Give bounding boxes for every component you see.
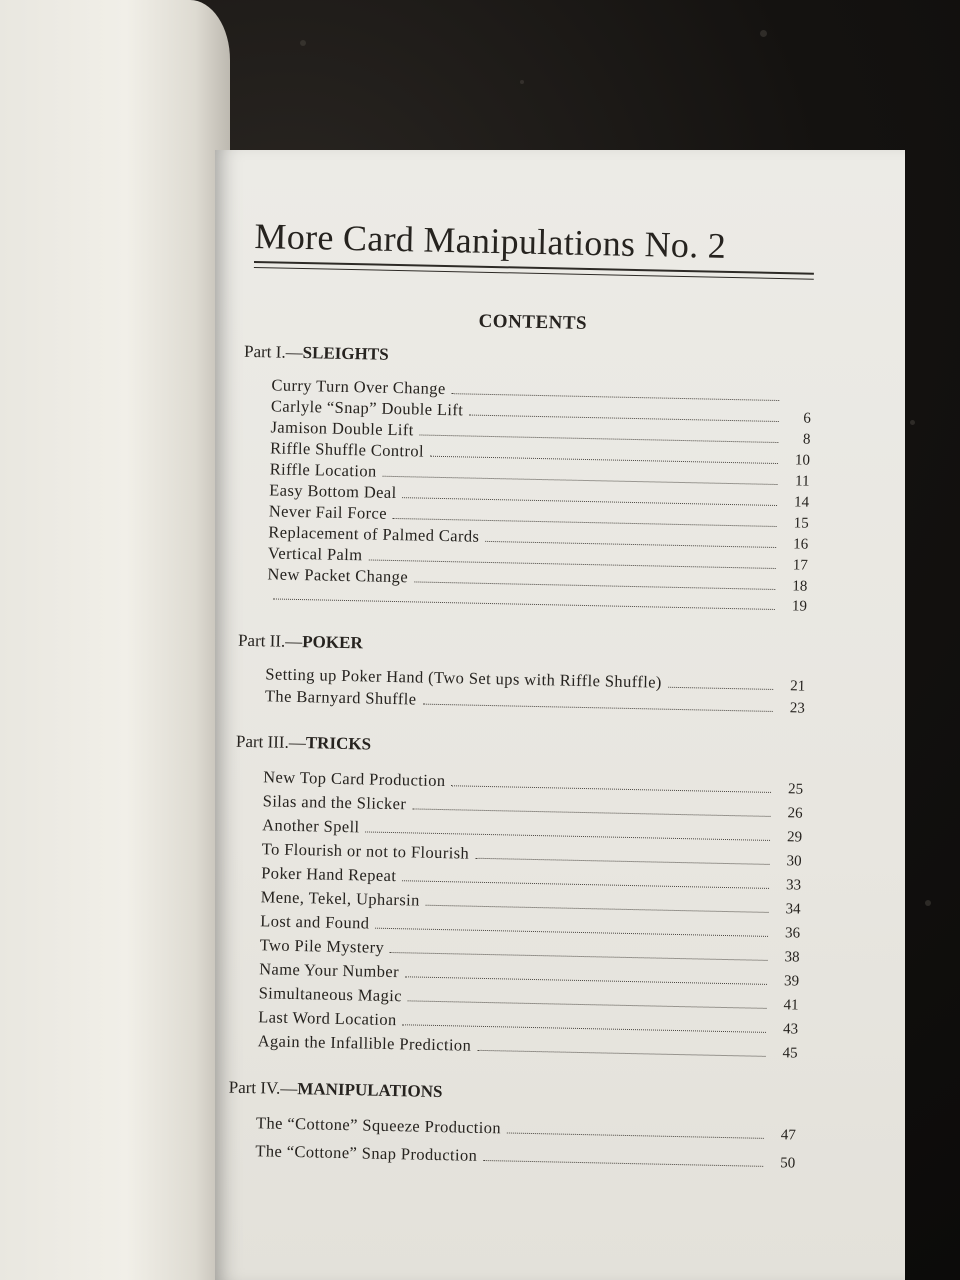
dot-leader bbox=[368, 559, 775, 569]
toc-entry-title: Name Your Number bbox=[259, 958, 400, 981]
toc-entry-title: Lost and Found bbox=[260, 910, 370, 933]
toc-entry-title: Jamison Double Lift bbox=[270, 417, 414, 440]
dot-leader bbox=[451, 785, 771, 793]
toc-entry-title: Never Fail Force bbox=[268, 501, 388, 523]
part-section bbox=[237, 731, 804, 1063]
dot-leader bbox=[365, 831, 770, 840]
toc-entry-title: Curry Turn Over Change bbox=[271, 375, 446, 399]
dot-leader bbox=[430, 456, 778, 464]
toc-entry-title: The “Cottone” Squeeze Production bbox=[255, 1112, 502, 1137]
toc-entry-page-number: 39 bbox=[783, 972, 800, 990]
toc-entry-title: New Top Card Production bbox=[263, 766, 446, 790]
toc-entry-page-number: 34 bbox=[785, 900, 801, 918]
dot-leader bbox=[383, 476, 778, 485]
toc-entry-page-number: 18 bbox=[792, 578, 808, 595]
dot-leader bbox=[469, 415, 779, 422]
part-section bbox=[237, 630, 806, 717]
part-heading bbox=[229, 1077, 797, 1109]
dot-leader bbox=[420, 434, 779, 443]
part-name: MANIPULATIONS bbox=[297, 1078, 443, 1101]
toc-entry-page-number: 30 bbox=[786, 852, 802, 870]
toc-entry-title: Setting up Poker Hand (Two Set ups with Riffle Shuffle) bbox=[265, 663, 663, 692]
part-section bbox=[228, 1077, 797, 1173]
toc-entry bbox=[255, 1140, 795, 1173]
dot-leader bbox=[402, 880, 769, 889]
toc-entry-page-number bbox=[785, 401, 811, 402]
part-prefix: Part I.— bbox=[243, 341, 303, 363]
part-name: TRICKS bbox=[305, 732, 372, 754]
toc-entry-page-number: 33 bbox=[785, 876, 802, 894]
facing-page bbox=[0, 0, 230, 1280]
toc-entry-page-number: 19 bbox=[791, 598, 808, 615]
dot-leader bbox=[507, 1132, 764, 1138]
toc-entry-title: The “Cottone” Snap Production bbox=[255, 1140, 478, 1165]
toc-entry-title: Last Word Location bbox=[258, 1006, 397, 1029]
toc-entry-title: Another Spell bbox=[262, 814, 360, 836]
toc-entry-page-number: 36 bbox=[784, 924, 801, 942]
toc-entry-page-number: 25 bbox=[787, 780, 804, 798]
toc-entry-page-number: 6 bbox=[803, 410, 812, 427]
dot-leader bbox=[422, 704, 772, 712]
title-rule-thin bbox=[254, 267, 814, 280]
toc-entry-title: Poker Hand Repeat bbox=[261, 862, 397, 885]
dot-leader bbox=[477, 1049, 765, 1056]
toc-entry-page-number: 21 bbox=[790, 677, 806, 695]
toc-entry-title: Two Pile Mystery bbox=[259, 934, 385, 957]
toc-entry-page-number: 8 bbox=[802, 431, 811, 448]
toc-entry-page-number: 14 bbox=[793, 494, 810, 511]
toc-entry-title: Mene, Tekel, Upharsin bbox=[260, 886, 420, 910]
dot-leader bbox=[408, 1000, 767, 1009]
toc-entry-title: To Flourish or not to Flourish bbox=[261, 838, 470, 863]
toc-entry-page-number: 43 bbox=[782, 1020, 799, 1038]
dot-leader bbox=[390, 951, 768, 960]
dot-leader bbox=[403, 1024, 766, 1033]
contents-text-block bbox=[228, 215, 815, 1199]
toc-entry-page-number: 16 bbox=[793, 536, 809, 553]
toc-entry-title: Silas and the Slicker bbox=[262, 790, 407, 813]
toc-entry-title: The Barnyard Shuffle bbox=[264, 686, 417, 709]
part-heading bbox=[236, 731, 804, 763]
toc-entry-title: Easy Bottom Deal bbox=[269, 480, 397, 503]
countertop-speck bbox=[300, 40, 306, 46]
part-prefix: Part II.— bbox=[237, 630, 303, 651]
toc-entry-page-number: 45 bbox=[782, 1044, 798, 1062]
part-name: POKER bbox=[302, 631, 363, 652]
toc-entry-title: Carlyle “Snap” Double Lift bbox=[270, 396, 464, 420]
dot-leader bbox=[412, 808, 770, 817]
part-heading bbox=[238, 630, 806, 662]
dot-leader bbox=[452, 393, 780, 401]
toc-entry-title: Simultaneous Magic bbox=[258, 982, 403, 1005]
part-heading bbox=[244, 342, 812, 374]
toc-entry-title: Riffle Location bbox=[269, 459, 377, 481]
toc-entry-title: Replacement of Palmed Cards bbox=[268, 522, 480, 546]
contents-heading: CONTENTS bbox=[478, 310, 588, 334]
dot-leader bbox=[485, 541, 776, 548]
dot-leader bbox=[273, 598, 775, 610]
part-prefix: Part III.— bbox=[235, 731, 307, 752]
countertop-speck bbox=[520, 80, 524, 84]
dot-leader bbox=[405, 976, 767, 985]
countertop-speck bbox=[760, 30, 767, 37]
toc-entry-page-number: 11 bbox=[794, 473, 810, 490]
part-name: SLEIGHTS bbox=[302, 343, 389, 364]
toc-entry-title: Again the Infallible Prediction bbox=[257, 1030, 472, 1055]
part-prefix: Part IV.— bbox=[228, 1077, 298, 1098]
toc-entry-title: New Packet Change bbox=[267, 564, 409, 587]
toc-entry-page-number: 38 bbox=[784, 948, 800, 966]
toc-entry-page-number: 10 bbox=[794, 452, 811, 469]
dot-leader bbox=[426, 904, 769, 912]
toc-entry-title: Riffle Shuffle Control bbox=[269, 438, 425, 461]
toc-entry-page-number: 23 bbox=[789, 700, 805, 717]
toc-entry bbox=[256, 1112, 796, 1145]
toc-entry-page-number: 47 bbox=[780, 1126, 797, 1144]
dot-leader bbox=[475, 857, 769, 864]
toc-entry-page-number: 17 bbox=[792, 557, 808, 574]
countertop-speck bbox=[910, 420, 915, 425]
dot-leader bbox=[414, 581, 775, 590]
toc-entry-page-number: 15 bbox=[793, 515, 809, 532]
toc-entry-page-number: 26 bbox=[787, 804, 803, 822]
countertop-speck bbox=[925, 900, 931, 906]
dot-leader bbox=[668, 686, 773, 689]
part-section bbox=[243, 341, 812, 616]
toc-entry-title: Vertical Palm bbox=[267, 543, 363, 565]
dot-leader bbox=[375, 927, 768, 936]
toc-entry-page-number: 50 bbox=[780, 1154, 796, 1172]
toc-entry-page-number: 41 bbox=[783, 996, 799, 1014]
dot-leader bbox=[402, 497, 777, 506]
book-title: More Card Manipulations No. 2 bbox=[254, 215, 727, 266]
toc-entry-page-number: 29 bbox=[786, 828, 803, 846]
dot-leader bbox=[483, 1159, 763, 1166]
